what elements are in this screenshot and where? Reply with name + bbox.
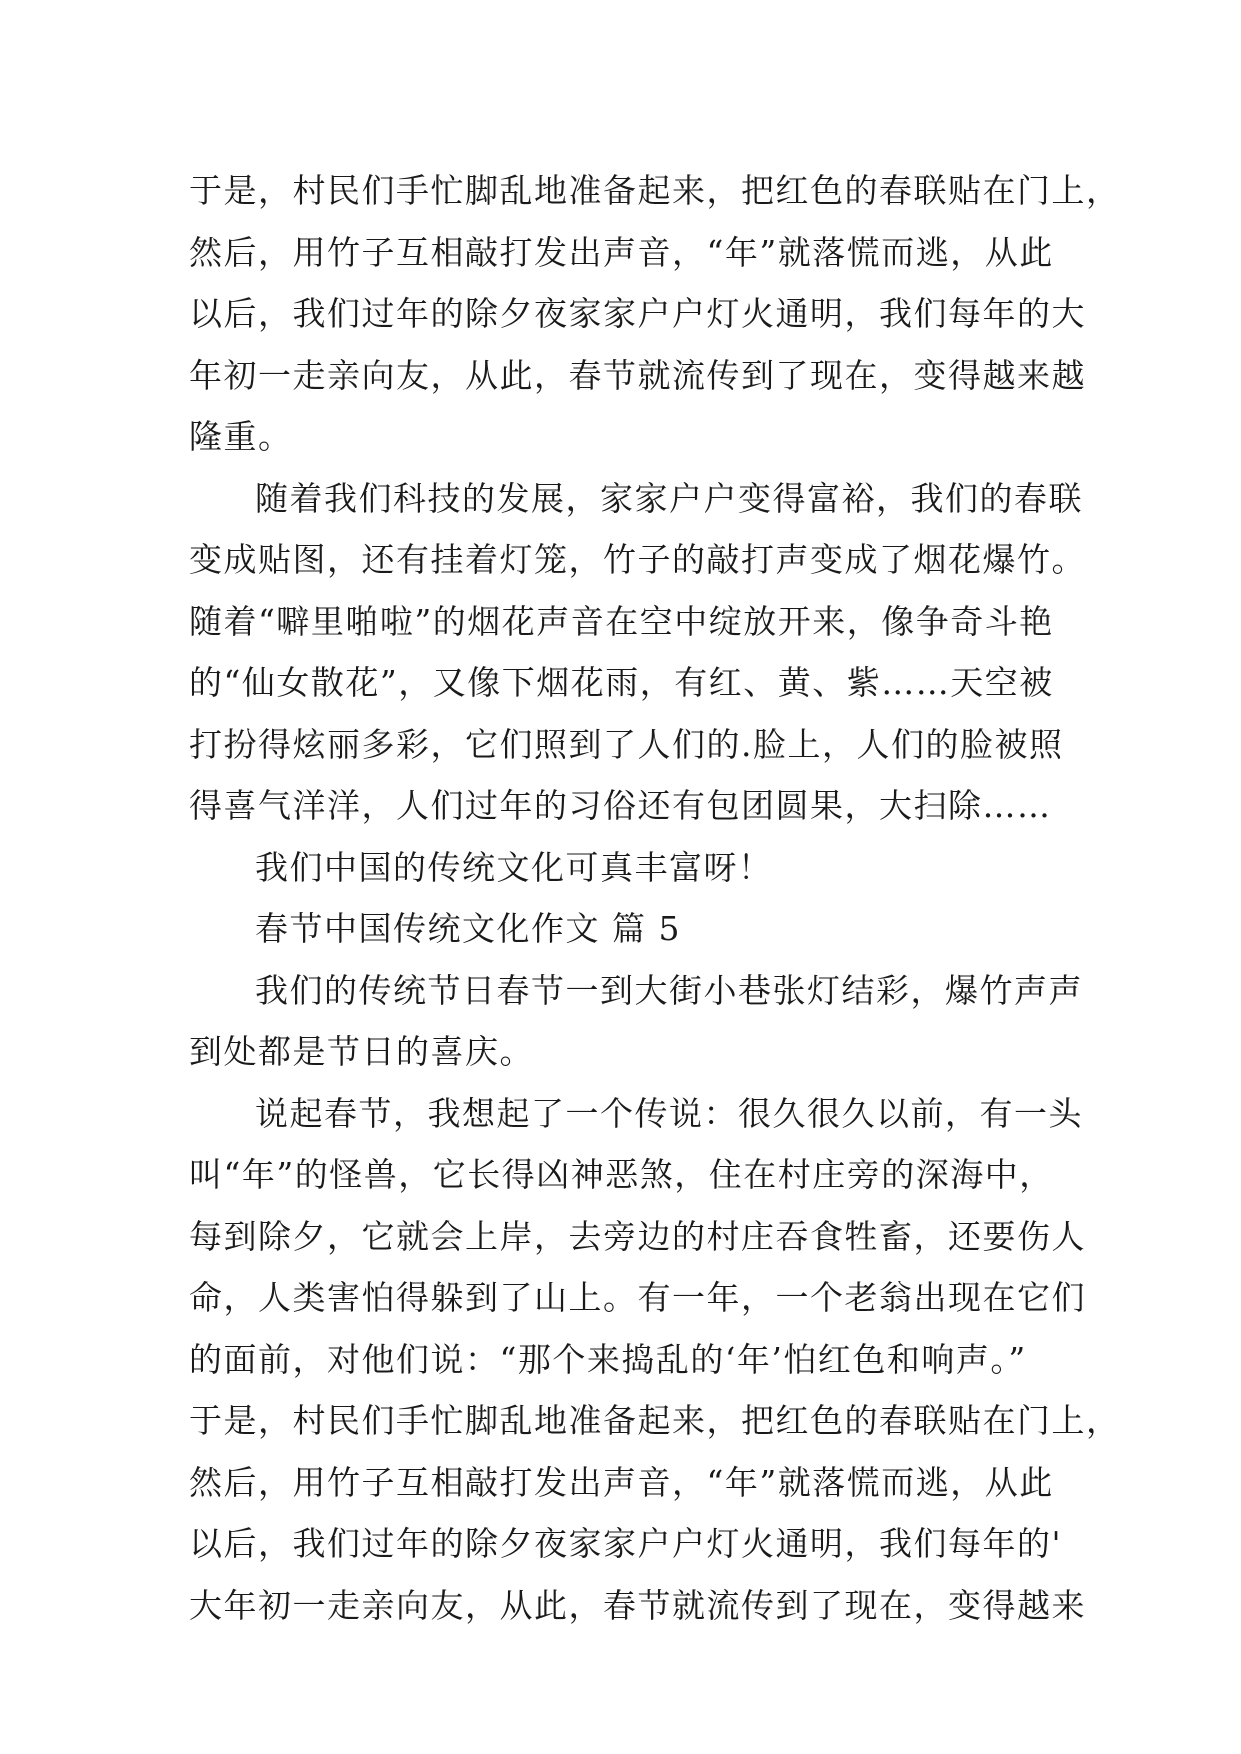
text-line: 命，人类害怕得躲到了山上。有一年，一个老翁出现在它们: [189, 1278, 1086, 1317]
text-line: 然后，用竹子互相敲打发出声音，“年”就落慌而逃，从此: [189, 232, 1054, 272]
text-line: 以后，我们过年的除夕夜家家户户灯火通明，我们每年的大: [189, 294, 1086, 333]
text-line: 隆重。: [189, 417, 293, 456]
text-line: 于是，村民们手忙脚乱地准备起来，把红色的春联贴在门上，: [189, 1401, 1121, 1440]
text-line: 打扮得炫丽多彩，它们照到了人们的.脸上，人们的脸被照: [189, 724, 1064, 764]
text-line: 叫“年”的怪兽，它长得凶神恶煞，住在村庄旁的深海中，: [189, 1155, 1054, 1194]
text-line: 到处都是节日的喜庆。: [189, 1032, 534, 1071]
essay-body: [189, 160, 1121, 1636]
paragraph-start-line: 说起春节，我想起了一个传说：很久很久以前，有一头: [255, 1093, 1083, 1133]
text-line: 大年初一走亲向友，从此，春节就流传到了现在，变得越来: [189, 1585, 1086, 1625]
paragraph-start-line: 春节中国传统文化作文 篇 5: [255, 909, 681, 948]
text-line: 以后，我们过年的除夕夜家家户户灯火通明，我们每年的': [189, 1524, 1063, 1563]
text-line: 年初一走亲向友，从此，春节就流传到了现在，变得越来越: [189, 355, 1086, 395]
text-line: 然后，用竹子互相敲打发出声音，“年”就落慌而逃，从此: [189, 1462, 1054, 1502]
text-line: 得喜气洋洋，人们过年的习俗还有包团圆果，大扫除……: [189, 786, 1052, 825]
text-line: 的“仙女散花”，又像下烟花雨，有红、黄、紫……天空被: [189, 663, 1054, 702]
text-line: 每到除夕，它就会上岸，去旁边的村庄吞食牲畜，还要伤人: [189, 1216, 1086, 1256]
text-line: 随着“噼里啪啦”的烟花声音在空中绽放开来，像争奇斗艳: [189, 601, 1054, 641]
text-line: 变成贴图，还有挂着灯笼，竹子的敲打声变成了烟花爆竹。: [189, 540, 1086, 579]
text-line: 于是，村民们手忙脚乱地准备起来，把红色的春联贴在门上，: [189, 171, 1121, 210]
paragraph-start-line: 随着我们科技的发展，家家户户变得富裕，我们的春联: [255, 478, 1083, 518]
paragraph-start-line: 我们中国的传统文化可真丰富呀！: [255, 847, 773, 887]
text-line: 的面前，对他们说：“那个来捣乱的‘年’怕红色和响声。”: [189, 1339, 1027, 1379]
paragraph-start-line: 我们的传统节日春节一到大街小巷张灯结彩，爆竹声声: [255, 970, 1083, 1010]
